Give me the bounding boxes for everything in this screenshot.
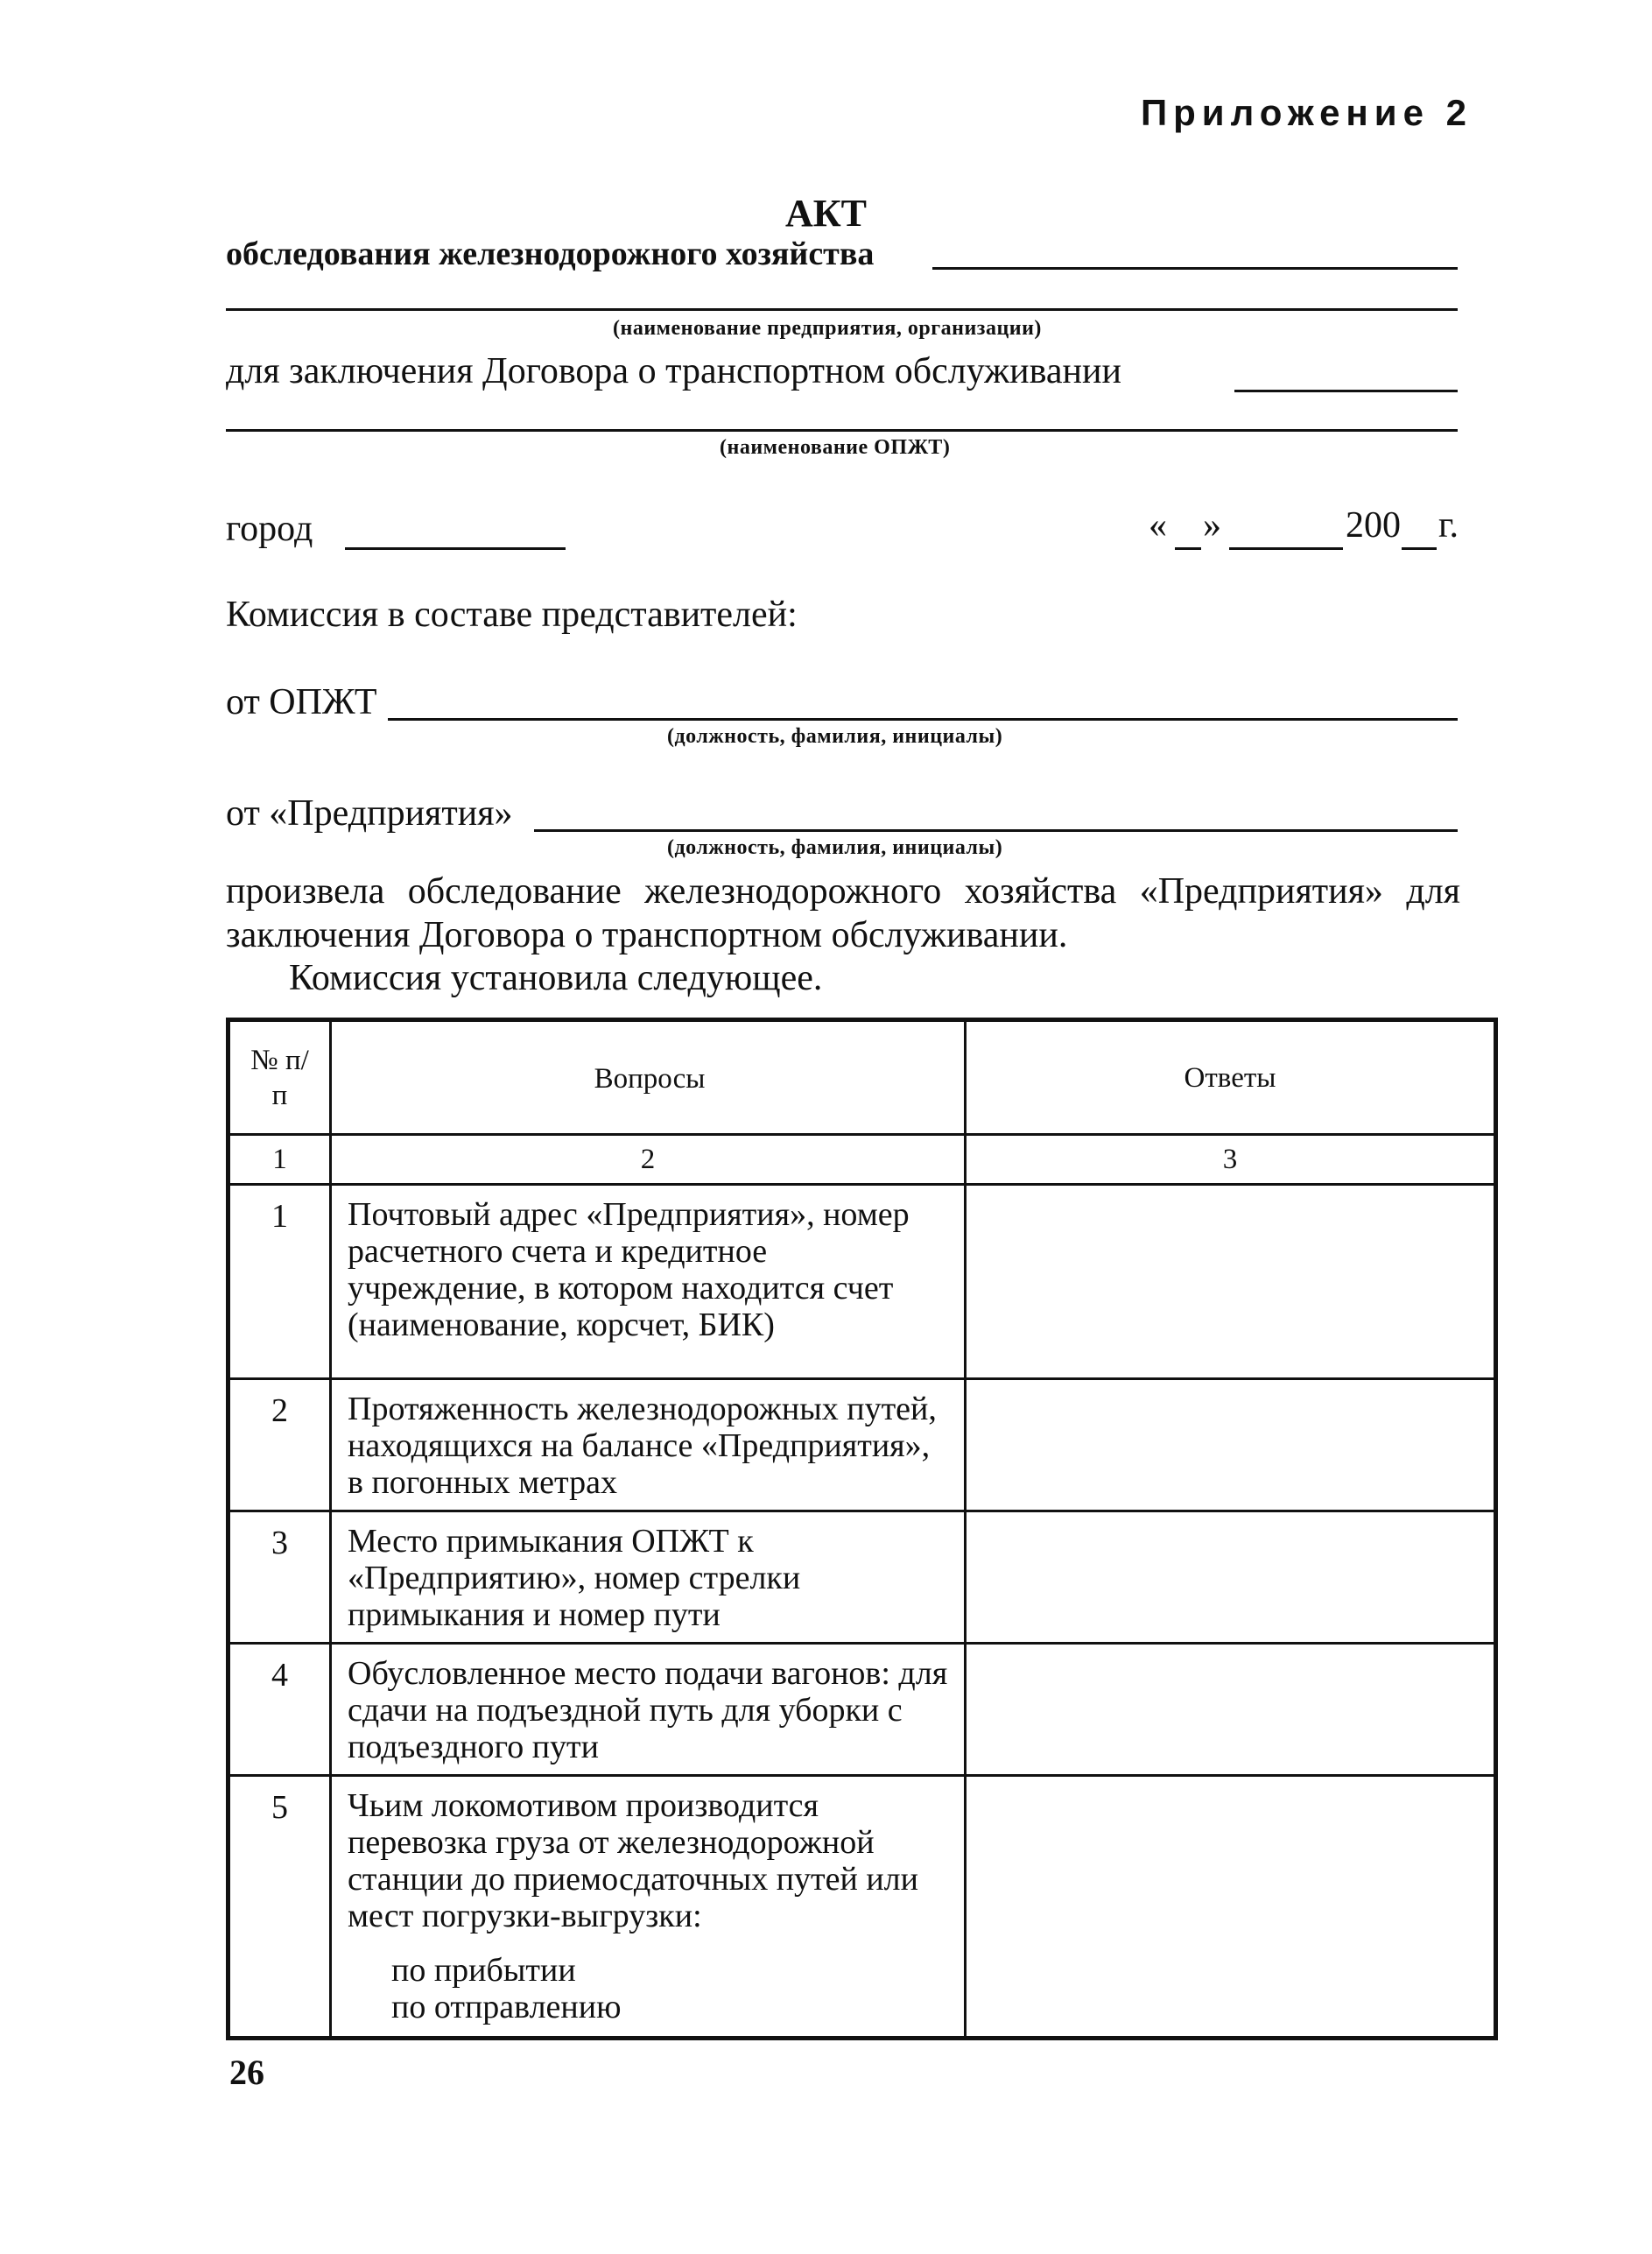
table-row [228, 1379, 1496, 1511]
from-enterprise-label: от «Предприятия» [226, 793, 513, 834]
document-subtitle: обследования железнодорожного хозяйства [226, 236, 875, 272]
enterprise-fill-line-1[interactable] [932, 267, 1458, 270]
date-quote-open: « [1149, 505, 1167, 546]
index-col-1: 1 [228, 1135, 331, 1185]
commission-text: Комиссия в составе представителей: [226, 595, 798, 635]
row-answer-cell[interactable] [966, 1379, 1496, 1511]
index-col-2: 2 [331, 1135, 966, 1185]
header-number: № п/п [228, 1020, 331, 1135]
row-question: Почтовый адрес «Предприятия», номер расчетного счета и кредитное учреждение, в котором находится счет (наименование, корсчет, БИК) [331, 1185, 966, 1379]
row-answer-cell[interactable] [966, 1185, 1496, 1379]
row-question-cell [331, 1776, 966, 2039]
index-col-3: 3 [966, 1135, 1496, 1185]
table-row [228, 1185, 1496, 1379]
appendix-label: Приложение 2 [1140, 92, 1473, 133]
row-number: 5 [228, 1776, 331, 2039]
header-answers: Ответы [966, 1020, 1496, 1135]
city-fill-line[interactable] [345, 547, 566, 550]
row-answer-cell[interactable] [966, 1511, 1496, 1644]
opzht-rep-fill-line[interactable] [388, 718, 1458, 721]
row-number: 2 [228, 1379, 331, 1511]
contract-line-text: для заключения Договора о транспортном обслуживании [226, 351, 1121, 391]
established-text: Комиссия установила следующее. [289, 958, 823, 998]
enterprise-name-caption: (наименование предприятия, организации) [613, 317, 1042, 340]
year-fill-line[interactable] [1402, 547, 1437, 550]
header-questions: Вопросы [331, 1020, 966, 1135]
table-row [228, 1644, 1496, 1776]
sub-item-arrival: по прибытии [391, 1952, 576, 1989]
page-number: 26 [229, 2053, 264, 2092]
opzht-name-caption: (наименование ОПЖТ) [720, 436, 951, 459]
row-answer-cell[interactable] [966, 1644, 1496, 1776]
contract-fill-line[interactable] [1234, 390, 1458, 392]
table-header-row [228, 1020, 1496, 1135]
row-number: 3 [228, 1511, 331, 1644]
city-label: город [226, 509, 313, 549]
opzht-fill-line[interactable] [226, 429, 1458, 432]
row-question: Обусловленное место подачи вагонов: для сдачи на подъездной путь для уборки с подъездного пути [331, 1644, 966, 1776]
from-opzht-label: от ОПЖТ [226, 682, 377, 722]
table-row [228, 1776, 1496, 2039]
survey-paragraph: произвела обследование железнодорожного хозяйства «Предприятия» для заключения Договора о транспортном обслуживании. [226, 871, 1460, 955]
year-suffix: г. [1438, 505, 1459, 546]
row-number: 1 [228, 1185, 331, 1379]
enterprise-fill-line-2[interactable] [226, 308, 1458, 311]
document-title: АКТ [784, 192, 868, 235]
day-fill-line[interactable] [1175, 547, 1201, 550]
month-fill-line[interactable] [1229, 547, 1343, 550]
row-answer-cell[interactable] [966, 1776, 1496, 2039]
position-caption-1: (должность, фамилия, инициалы) [667, 725, 1003, 748]
survey-table [226, 1018, 1498, 2040]
position-caption-2: (должность, фамилия, инициалы) [667, 836, 1003, 859]
date-quote-close: » [1203, 505, 1221, 546]
row-question: Чьим локомотивом производится перевозка груза от железнодорожной станции до приемосдаточных путей или мест погрузки-выгрузки: [348, 1787, 918, 1934]
table-row [228, 1511, 1496, 1644]
row-question: Протяженность железнодорожных путей, находящихся на балансе «Предприятия», в погонных метрах [331, 1379, 966, 1511]
table-index-row [228, 1135, 1496, 1185]
enterprise-rep-fill-line[interactable] [534, 829, 1458, 832]
row-question: Место примыкания ОПЖТ к «Предприятию», номер стрелки примыкания и номер пути [331, 1511, 966, 1644]
row-number: 4 [228, 1644, 331, 1776]
sub-item-departure: по отправлению [391, 1989, 622, 2025]
year-prefix: 200 [1346, 505, 1401, 546]
